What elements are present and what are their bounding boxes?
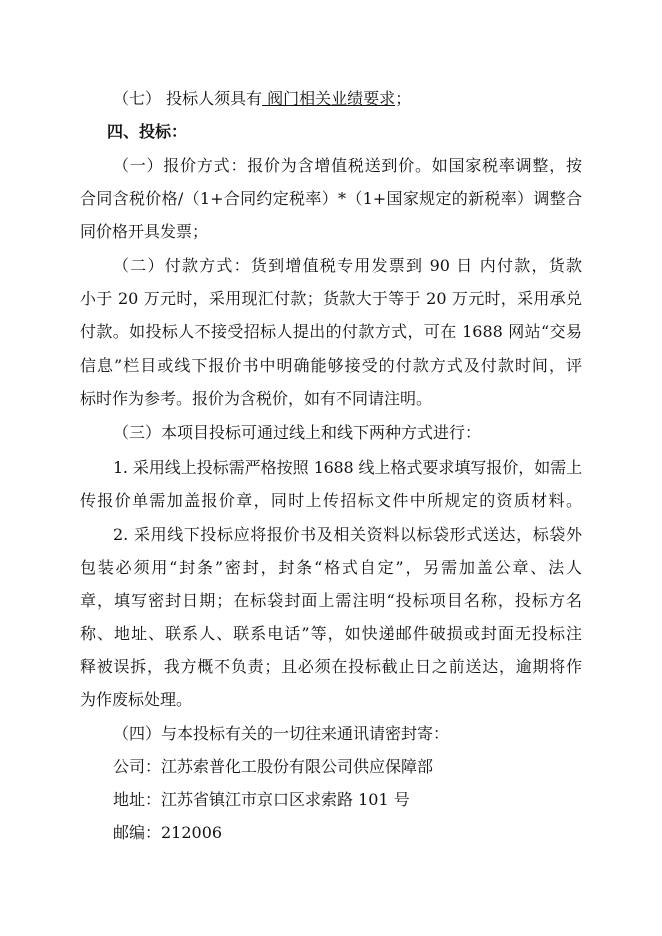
text-line: 2. 采用线下投标应将报价书及相关资料以标袋形式送达，标袋外 (113, 525, 582, 544)
item-7-prefix: （七） 投标人须具有 (113, 89, 263, 108)
company-line: 公司：江苏索普化工股份有限公司供应保障部 (113, 757, 434, 776)
text-line: 合同含税价格/（1+合同约定税率）*（1+国家规定的新税率）调整合 (80, 189, 582, 208)
text-line: 标时作为参考。报价为含税价，如有不同请注明。 (80, 389, 433, 408)
text-line: 小于 20 万元时，采用现汇付款；货款大于等于 20 万元时，采用承兑 (80, 289, 582, 308)
text-line: 包装必须用“封条”密封，封条“格式自定”，另需加盖公章、法人 (80, 558, 582, 577)
item-7-underlined-requirement: 阀门相关业绩要求 (262, 89, 396, 108)
text-line: 为作废标处理。 (80, 690, 193, 709)
text-line: 信息”栏目或线下报价书中明确能够接受的付款方式及付款时间，评 (80, 356, 582, 375)
text-line: 传报价单需加盖报价章，同时上传招标文件中所规定的资质材料。 (80, 491, 582, 510)
text-line: 付款。如投标人不接受招标人提出的付款方式，可在 1688 网站“交易 (80, 322, 582, 341)
text-line: 释被误拆，我方概不负责；且必须在投标截止日之前送达，逾期将作 (80, 657, 582, 676)
text-line: （一）报价方式：报价为含增值税送到价。如国家税率调整，按 (113, 156, 582, 175)
item-7-suffix: ； (395, 89, 412, 108)
postcode-line: 邮编：212006 (113, 823, 223, 842)
text-line: 章，填写密封日期；在标袋封面上需注明“投标项目名称，投标方名 (80, 591, 582, 610)
text-line: （四）与本投标有关的一切往来通讯请密封寄： (113, 724, 450, 743)
item-7-line (113, 83, 582, 115)
text-line: （二）付款方式：货到增值税专用发票到 90 日 内付款，货款 (113, 256, 582, 275)
text-line: 1. 采用线上投标需严格按照 1688 线上格式要求填写报价，如需上 (113, 458, 582, 477)
text-line: 称、地址、联系人、联系电话”等，如快递邮件破损或封面无投标注 (80, 624, 582, 643)
text-line: 同价格开具发票； (80, 222, 209, 241)
section-heading: 四、投标： (107, 122, 188, 141)
address-line: 地址：江苏省镇江市京口区求索路 101 号 (113, 790, 410, 809)
text-line: （三）本项目投标可通过线上和线下两种方式进行： (113, 423, 482, 442)
